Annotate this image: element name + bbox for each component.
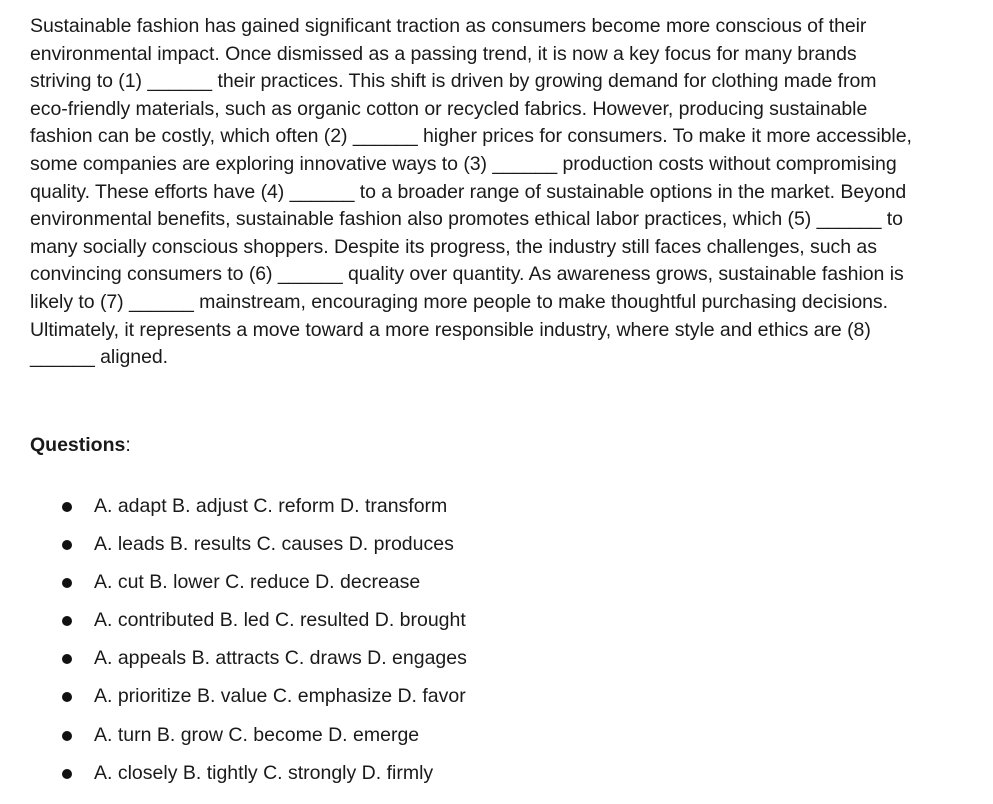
passage-line-7: quality. These efforts have (4) ______ to a broader range of sustainable options in the market. Beyond	[30, 180, 907, 203]
questions-heading	[30, 432, 131, 458]
passage-line-1: Sustainable fashion has gained significant traction as consumers become more conscious of their	[30, 15, 867, 37]
passage-line-8: environmental benefits, sustainable fashion also promotes ethical labor practices, which (5) ______ to	[30, 208, 903, 231]
passage-line-11: likely to (7) ______ mainstream, encouraging more people to make thoughtful purchasing decisions.	[30, 290, 888, 313]
bullet-icon	[62, 540, 72, 550]
option-text: A. adapt B. adjust C. reform D. transform	[94, 495, 448, 517]
questions-heading-colon: :	[125, 434, 131, 456]
passage-line-10: convincing consumers to (6) ______ quality over quantity. As awareness grows, sustainable fashion is	[30, 263, 904, 286]
bullet-icon	[62, 692, 72, 702]
passage-line-3: striving to (1) ______ their practices. This shift is driven by growing demand for clothing made from	[30, 70, 877, 93]
passage-line-2: environmental impact. Once dismissed as a passing trend, it is now a key focus for many brands	[30, 42, 857, 65]
option-text: A. contributed B. led C. resulted D. brought	[94, 609, 466, 632]
option-text: A. turn B. grow C. become D. emerge	[94, 723, 420, 746]
passage-line-4: eco-friendly materials, such as organic cotton or recycled fabrics. However, producing sustainable	[30, 97, 868, 120]
bullet-icon	[62, 502, 72, 512]
bullet-icon	[62, 769, 72, 779]
passage-line-9: many socially conscious shoppers. Despite its progress, the industry still faces challenges, such as	[30, 235, 877, 258]
passage	[30, 13, 980, 372]
option-text: A. cut B. lower C. reduce D. decrease	[94, 571, 421, 594]
bullet-icon	[62, 616, 72, 626]
questions-heading-label: Questions	[30, 434, 126, 456]
passage-line-12: Ultimately, it represents a move toward a more responsible industry, where style and ethics are (8)	[30, 318, 871, 341]
option-text: A. closely B. tightly C. strongly D. firmly	[94, 761, 434, 784]
bullet-icon	[62, 654, 72, 664]
passage-line-13: ______ aligned.	[30, 346, 169, 369]
option-text: A. prioritize B. value C. emphasize D. favor	[94, 685, 466, 708]
passage-line-5: fashion can be costly, which often (2) ______ higher prices for consumers. To make it more accessible,	[30, 125, 912, 148]
passage-line-6: some companies are exploring innovative ways to (3) ______ production costs without compromising	[30, 152, 897, 175]
bullet-icon	[62, 731, 72, 741]
bullet-icon	[62, 578, 72, 588]
option-text: A. leads B. results C. causes D. produces	[94, 533, 454, 556]
option-text: A. appeals B. attracts C. draws D. engages	[94, 647, 467, 670]
